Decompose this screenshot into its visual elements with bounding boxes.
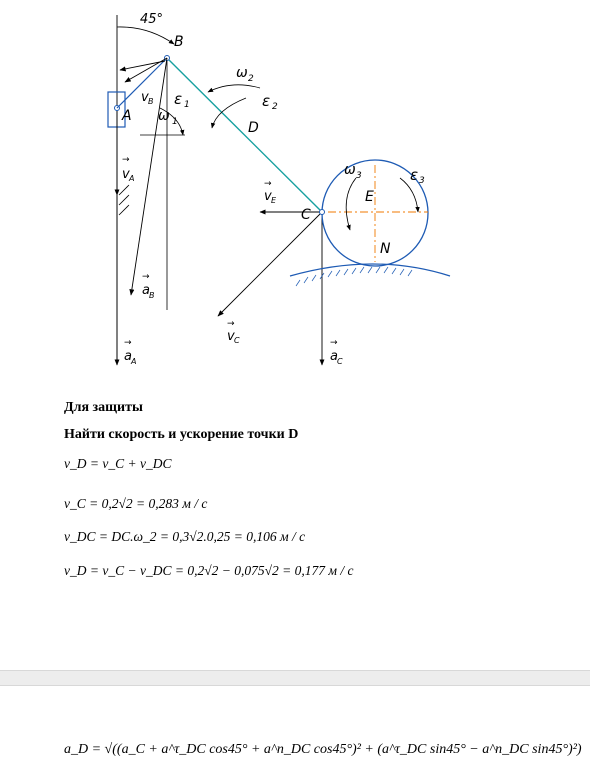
label-omega1: ω (158, 108, 170, 124)
formula-vDC: v_DC = DC.ω_2 = 0,3√2.0,25 = 0,106 м / с (64, 529, 306, 544)
label-vB-sub: B (148, 97, 154, 106)
joint-C (320, 210, 325, 215)
label-omega1-sub: 1 (172, 117, 178, 127)
label-N: N (380, 241, 391, 257)
label-vB: v (141, 90, 149, 105)
heading-task: Найти скорость и ускорение точки D (64, 427, 299, 442)
hatching (119, 185, 129, 215)
label-aA-sub: A (131, 357, 137, 366)
label-aC: a (330, 349, 338, 364)
label-aC-arrow: → (330, 338, 338, 348)
label-D: D (248, 120, 259, 136)
label-aC-sub: C (337, 357, 343, 366)
link-BC (167, 58, 322, 212)
label-C: C (301, 207, 311, 223)
angle-arc (117, 27, 174, 44)
label-vE-sub: E (271, 196, 277, 205)
heading-defense: Для защиты (64, 400, 143, 415)
label-A: A (122, 108, 132, 124)
label-omega2-sub: 2 (248, 74, 254, 84)
label-vE-arrow: → (264, 179, 272, 189)
label-eps3-sub: 3 (419, 176, 425, 186)
formula-vD: v_D = v_C − v_DC = 0,2√2 − 0,075√2 = 0,177 м / с (64, 563, 354, 578)
label-vA: v (122, 167, 130, 182)
label-eps3: ε (410, 166, 419, 184)
velocity-vA-B (120, 61, 165, 70)
omega2-arc (208, 85, 260, 92)
label-vA-arrow: → (122, 155, 130, 165)
label-omega2: ω (236, 65, 248, 81)
label-vE: v (264, 189, 272, 204)
label-vC-sub: C (234, 336, 240, 345)
formula-vC: v_C = 0,2√2 = 0,283 м / с (64, 496, 208, 511)
omega3-arc (346, 178, 356, 230)
label-vC: v (227, 329, 235, 344)
label-omega3: ω (344, 162, 356, 178)
label-eps2: ε (262, 92, 271, 110)
label-aA-arrow: → (124, 338, 132, 348)
page-break (0, 670, 590, 686)
label-E: E (365, 189, 374, 205)
label-aB: a (142, 283, 150, 298)
acceleration-aB (131, 58, 167, 295)
label-aA: a (124, 349, 132, 364)
label-angle: 45° (140, 12, 164, 27)
label-eps1: ε (174, 90, 183, 108)
label-aB-sub: B (149, 291, 155, 300)
label-omega3-sub: 3 (356, 171, 362, 181)
epsilon2-arc (212, 98, 246, 128)
label-vA-sub: A (129, 174, 135, 183)
formula-vD-vector: v_D = v_C + v_DC (64, 456, 172, 471)
label-aB-arrow: → (142, 272, 150, 282)
label-eps2-sub: 2 (272, 102, 278, 112)
formula-aD: a_D = √((a_C + a^τ_DC cos45° + a^n_DC cos45°)² + (a^τ_DC sin45° − a^n_DC sin45°)²) (64, 742, 582, 757)
velocity-vC (218, 212, 322, 316)
label-B: B (174, 34, 184, 50)
label-vC-arrow: → (227, 319, 235, 329)
label-eps1-sub: 1 (184, 100, 190, 110)
